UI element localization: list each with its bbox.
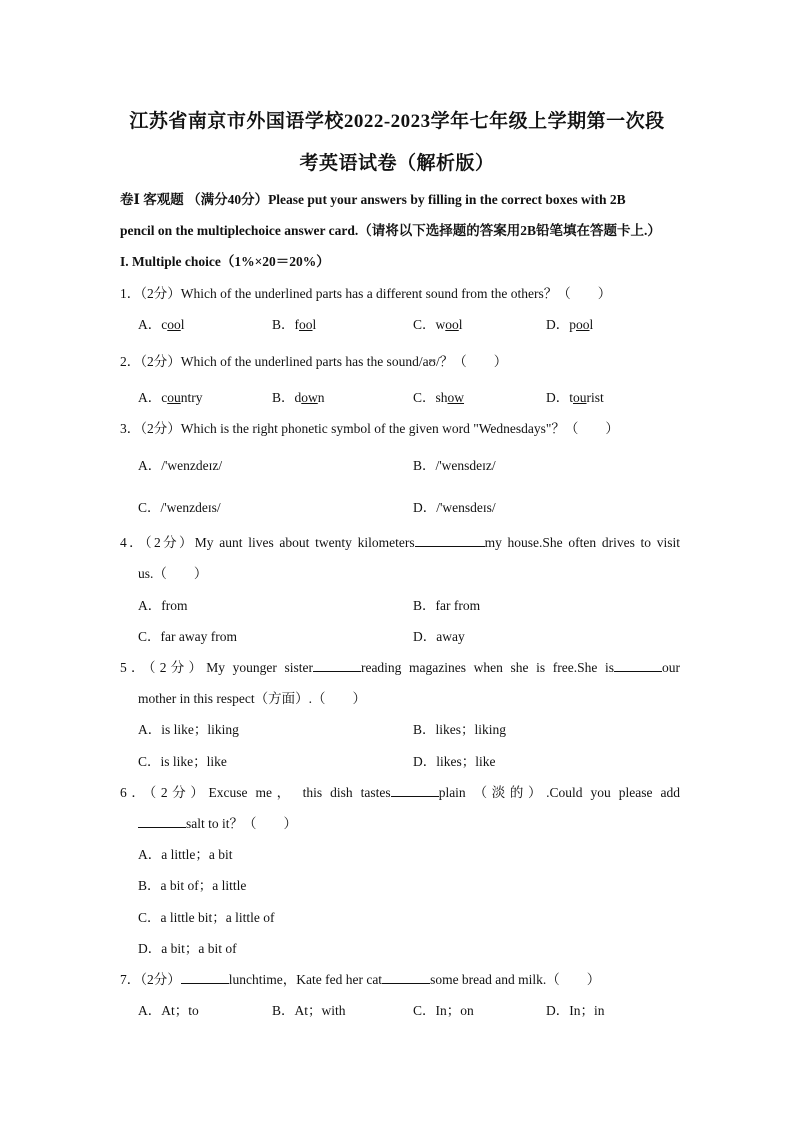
- q4-option-a: A．from: [138, 598, 188, 613]
- question-5-stem-line-2: mother in this respect（方面）.（ ）: [138, 691, 366, 706]
- instructions-line-1: 卷Ⅰ 客观题 （满分40分）Please put your answers by filling in the correct boxes with 2B: [120, 192, 626, 207]
- q3-option-c: C．/'wenzdeɪs/: [138, 500, 221, 515]
- answer-blank: [138, 815, 186, 828]
- question-7-stem: 7．（2分） lunchtime，Kate fed her cat some bread and milk.（ ）: [120, 972, 601, 987]
- question-2-stem: 2．（2分）Which of the underlined parts has the sound/aʊ/？（ ）: [120, 354, 508, 369]
- q3-option-a: A．/'wenzdeɪz/: [138, 458, 223, 473]
- q2-option-b: B．down: [272, 390, 325, 405]
- q6-option-d: D．a bit；a bit of: [138, 941, 237, 956]
- answer-blank: [415, 534, 485, 547]
- section-heading: I. Multiple choice（1%×20＝20%）: [120, 254, 330, 269]
- document-title-line-1: 江苏省南京市外国语学校2022-2023学年七年级上学期第一次段: [129, 111, 665, 132]
- q7-option-c: C．In；on: [413, 1003, 474, 1018]
- instructions-line-2: pencil on the multiplechoice answer card.（请将以下选择题的答案用2B铅笔填在答题卡上.）: [120, 223, 661, 238]
- q4-option-b: B．far from: [413, 598, 481, 613]
- question-6-stem-line-2: salt to it？（ ）: [138, 812, 678, 832]
- question-1-stem: 1．（2分）Which of the underlined parts has a different sound from the others？（ ）: [120, 286, 612, 301]
- q1-option-a: A．cool: [138, 317, 185, 332]
- q6-option-a: A．a little；a bit: [138, 847, 233, 862]
- question-5-stem-line-1: 5．（2分）My younger sister reading magazines when she is free.She is our: [120, 660, 680, 675]
- document-title-line-2: 考英语试卷（解析版）: [299, 153, 495, 174]
- q3-option-b: B．/'wensdeɪz/: [413, 458, 496, 473]
- question-6-stem-line-1: 6．（2分）Excuse me， this dish tastes plain （淡的）.Could you please add: [120, 785, 680, 800]
- q2-option-d: D．tourist: [546, 390, 604, 405]
- q1-option-c: C．wool: [413, 317, 463, 332]
- answer-blank: [614, 659, 662, 672]
- question-3-stem: 3．（2分）Which is the right phonetic symbol of the given word "Wednesdays"？（ ）: [120, 421, 619, 436]
- q4-option-c: C．far away from: [138, 629, 237, 644]
- answer-blank: [391, 784, 439, 797]
- q7-option-d: D．In；in: [546, 1003, 605, 1018]
- q7-option-b: B．At；with: [272, 1003, 346, 1018]
- q6-option-c: C．a little bit；a little of: [138, 910, 275, 925]
- q1-option-d: D．pool: [546, 317, 594, 332]
- q7-option-a: A．At；to: [138, 1003, 199, 1018]
- q5-option-d: D．likes；like: [413, 754, 496, 769]
- answer-blank: [382, 971, 430, 984]
- q5-option-c: C．is like；like: [138, 754, 227, 769]
- q5-option-b: B．likes；liking: [413, 722, 507, 737]
- q5-option-a: A．is like；liking: [138, 722, 239, 737]
- answer-blank: [181, 971, 229, 984]
- question-4-stem-line-2: us.（ ）: [138, 566, 208, 581]
- q3-option-d: D．/'wensdeɪs/: [413, 500, 496, 515]
- q6-option-b: B．a bit of；a little: [138, 878, 247, 893]
- question-4-stem-line-1: 4．（2分）My aunt lives about twenty kilometers my house.She often drives to visit: [120, 535, 681, 550]
- q2-option-c: C．show: [413, 390, 465, 405]
- answer-blank: [313, 659, 361, 672]
- q2-option-a: A．country: [138, 390, 203, 405]
- q4-option-d: D．away: [413, 629, 465, 644]
- q1-option-b: B．fool: [272, 317, 317, 332]
